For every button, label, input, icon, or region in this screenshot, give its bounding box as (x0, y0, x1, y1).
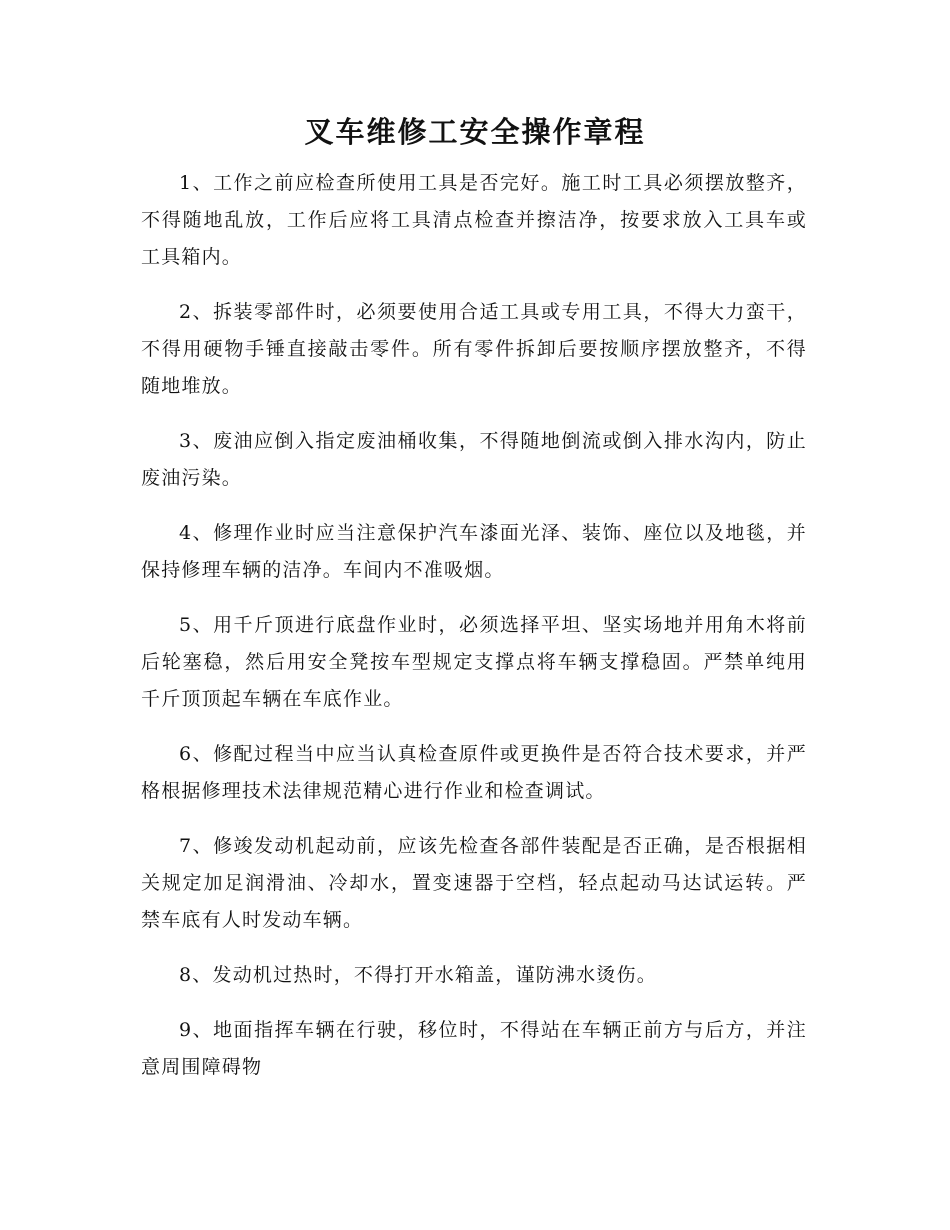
paragraph-2: 2、拆装零部件时，必须要使用合适工具或专用工具，不得大力蛮干，不得用硬物手锤直接敲击零件。所有零件拆卸后要按顺序摆放整齐，不得随地堆放。 (141, 301, 807, 397)
paragraph-4: 4、修理作业时应当注意保护汽车漆面光泽、装饰、座位以及地毯，并保持修理车辆的洁净。车间内不准吸烟。 (141, 522, 807, 581)
paragraph-7: 7、修竣发动机起动前，应该先检查各部件装配是否正确，是否根据相关规定加足润滑油、冷却水，置变速器于空档，轻点起动马达试运转。严禁车底有人时发动车辆。 (141, 835, 807, 931)
paragraph-3: 3、废油应倒入指定废油桶收集，不得随地倒流或倒入排水沟内，防止废油污染。 (141, 430, 807, 489)
paragraph-5: 5、用千斤顶进行底盘作业时，必须选择平坦、坚实场地并用角木将前后轮塞稳，然后用安全凳按车型规定支撑点将车辆支撑稳固。严禁单纯用千斤顶顶起车辆在车底作业。 (141, 614, 807, 710)
paragraph-9: 9、地面指挥车辆在行驶，移位时，不得站在车辆正前方与后方，并注意周围障碍物 (141, 1019, 807, 1078)
paragraph-6: 6、修配过程当中应当认真检查原件或更换件是否符合技术要求，并严格根据修理技术法律规范精心进行作业和检查调试。 (141, 743, 807, 802)
document-title: 叉车维修工安全操作章程 (304, 115, 646, 149)
paragraph-8: 8、发动机过热时，不得打开水箱盖，谨防沸水烫伤。 (179, 964, 657, 986)
paragraph-1: 1、工作之前应检查所使用工具是否完好。施工时工具必须摆放整齐，不得随地乱放，工作后应将工具清点检查并擦洁净，按要求放入工具车或工具箱内。 (141, 172, 807, 268)
document-body (141, 165, 807, 1104)
